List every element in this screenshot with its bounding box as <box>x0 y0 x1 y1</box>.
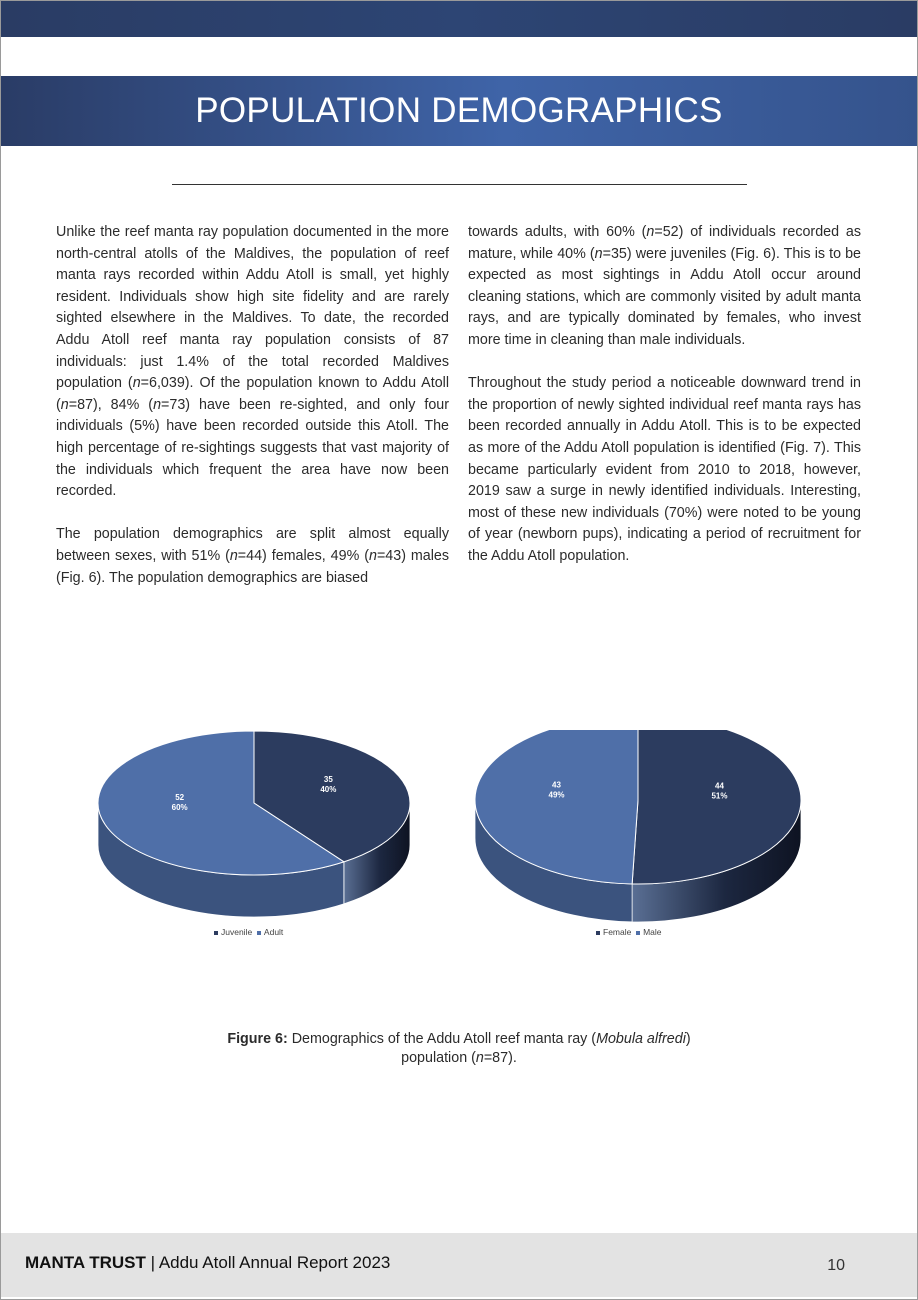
legend-swatch-adult <box>257 931 261 935</box>
text-column-right <box>468 222 861 589</box>
legend-label-male: Male <box>643 927 662 937</box>
pie-value-label-male: 43 <box>552 780 561 790</box>
legend-label-juvenile: Juvenile <box>221 927 253 937</box>
caption-text-close: ) <box>685 1031 691 1047</box>
page-footer <box>1 1233 917 1297</box>
pie-value-label-female: 44 <box>715 781 724 791</box>
footer-brand <box>25 1253 390 1273</box>
pie-chart-maturity <box>90 730 420 930</box>
caption-n: n <box>475 1050 484 1066</box>
body-paragraph: towards adults, with 60% (n=52) of individuals recorded as mature, while 40% (n=35) were juveniles (Fig. 6). This is to be expected as most sightings in Addu Atoll occur around cleaning stations, which are commonly visited by adult manta rays, and are typically dominated by females, who invest more time in cleaning than male individuals. <box>468 224 862 348</box>
footer-report-title: Addu Atoll Annual Report 2023 <box>158 1253 391 1272</box>
italic-term: n <box>229 547 238 564</box>
caption-text: Demographics of the Addu Atoll reef manta ray ( <box>287 1031 597 1047</box>
text-column-left <box>56 222 449 611</box>
footer-brand-name: MANTA TRUST <box>25 1253 146 1272</box>
pie-value-label-juvenile: 35 <box>323 774 333 784</box>
pie-percent-label-juvenile: 40% <box>320 784 337 794</box>
legend-maturity <box>214 927 283 937</box>
figure-caption <box>150 1030 768 1068</box>
top-banner-bar <box>1 1 917 37</box>
italic-term: n <box>594 245 603 262</box>
body-paragraph: The population demographics are split almost equally between sexes, with 51% (n=44) females, 49% (n=43) males (Fig. 6). The population demographics are biased <box>56 526 450 586</box>
body-paragraph: Throughout the study period a noticeable downward trend in the proportion of newly sighted individual reef manta rays has been recorded annually in Addu Atoll. This is to be expected as more of the Addu Atoll population is identified (Fig. 7). This became particularly evident from 2010 to 2018, however, 2019 saw a surge in newly identified individuals. Interesting, most of these new individuals (70%) were noted to be young of year (newborn pups), indicating a period of recruitment for the Addu Atoll population. <box>468 375 861 564</box>
italic-term: n <box>646 224 655 240</box>
legend-swatch-male <box>636 931 640 935</box>
legend-label-adult: Adult <box>263 927 284 937</box>
pie-chart-sex <box>468 730 813 930</box>
legend-label-female: Female <box>603 927 632 937</box>
body-paragraph: Unlike the reef manta ray population documented in the more north-central atolls of the Maldives, the population of reef manta rays recorded within Addu Atoll is small, yet highly resident. Individuals show high site fidelity and are rarely sighted elsewhere in the Maldives. To date, the recorded Addu Atoll reef manta ray population consists of 87 individuals: just 1.4% of the total recorded Maldives population (n=6,039). Of the population known to Addu Atoll (n=87), 84% (n=73) have been re-sighted, and only four individuals (5%) have been recorded outside this Atoll. The high percentage of re-sightings suggests that vast majority of the individuals which frequent the area have now been recorded. <box>56 224 450 500</box>
page-title: POPULATION DEMOGRAPHICS <box>195 91 723 130</box>
italic-term: n <box>60 396 69 413</box>
italic-term: n <box>153 396 162 413</box>
legend-sex <box>596 927 662 937</box>
pie-percent-label-female: 51% <box>711 791 728 801</box>
italic-term: n <box>132 375 141 392</box>
pie-percent-label-adult: 60% <box>171 803 188 813</box>
legend-swatch-juvenile <box>214 931 218 935</box>
footer-separator: | <box>145 1253 159 1272</box>
title-band <box>1 76 917 146</box>
caption-line2: population ( <box>401 1050 476 1066</box>
pie-value-label-adult: 52 <box>175 793 185 803</box>
page-number: 10 <box>827 1257 845 1274</box>
caption-label: Figure 6: <box>227 1031 288 1047</box>
legend-swatch-female <box>596 931 600 935</box>
title-divider <box>172 184 747 185</box>
caption-species: Mobula alfredi <box>596 1031 686 1047</box>
pie-percent-label-male: 49% <box>548 790 565 800</box>
caption-line2-end: =87). <box>483 1050 517 1066</box>
figure-6-charts <box>0 720 918 950</box>
italic-term: n <box>368 547 377 564</box>
